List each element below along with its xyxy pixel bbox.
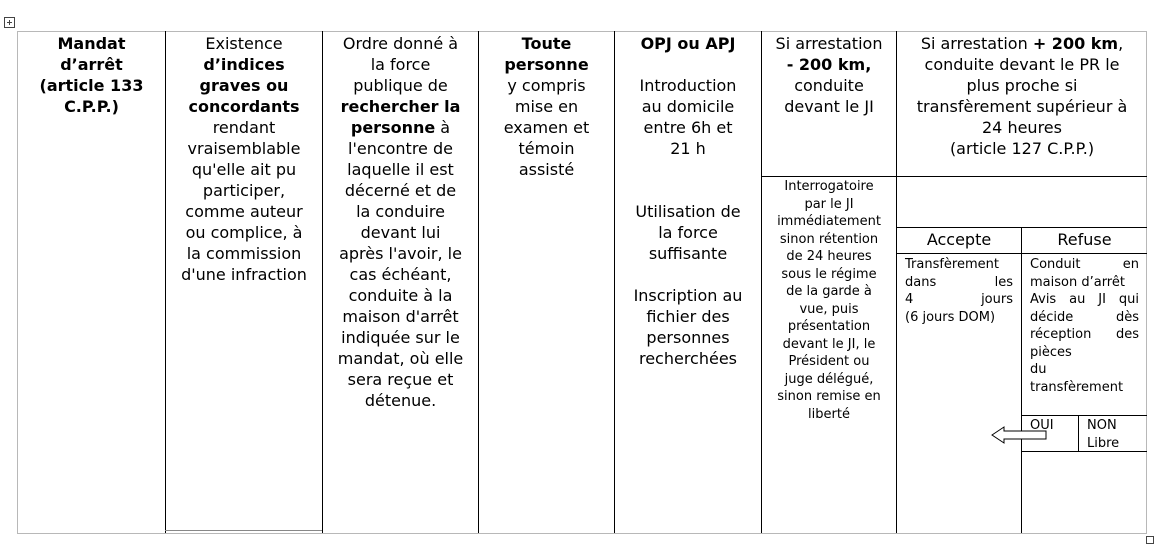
col7-header-line: (article 127 C.P.P.) xyxy=(949,139,1095,158)
col3-line xyxy=(323,117,478,138)
conduit-line: réception des xyxy=(1030,327,1139,342)
col3-line xyxy=(323,327,478,348)
col2-text: concordants xyxy=(188,97,300,116)
col6-body-line: devant le JI, le xyxy=(782,336,876,352)
col4-text: témoin xyxy=(518,139,575,158)
col3-text: laquelle il est xyxy=(347,160,454,179)
col6-header-line xyxy=(762,54,896,75)
conduit-line: transfèrement xyxy=(1030,379,1124,395)
col4-text: y compris xyxy=(507,76,586,95)
col3-line xyxy=(323,264,478,285)
col7-header-line: conduite devant le PR le xyxy=(924,55,1120,74)
col3-line xyxy=(323,180,478,201)
col3-text: détenue. xyxy=(364,391,437,410)
col2-text: vraisemblable xyxy=(187,139,301,158)
table-top-border xyxy=(17,31,1147,32)
col6-header-line xyxy=(762,75,896,96)
col6-header-text: devant le JI xyxy=(784,97,874,116)
col3-text: indiquée sur le xyxy=(341,328,460,347)
col3-line xyxy=(323,138,478,159)
col6-body-line: Interrogatoire xyxy=(784,179,874,194)
col4-personne-cell xyxy=(479,33,614,180)
col5-title: OPJ ou APJ xyxy=(640,34,736,53)
conduit-line: Conduit en xyxy=(1030,257,1139,272)
col4-text: mise en xyxy=(514,97,579,116)
row-divider-oui-bottom xyxy=(1021,451,1147,452)
col4-text: personne xyxy=(504,55,589,74)
col7-header-text: Si arrestation xyxy=(920,34,1033,53)
col3-text: publique de xyxy=(353,76,448,95)
col5-inscription-line: Inscription au xyxy=(633,286,743,305)
conduit-line: maison d’arrêt xyxy=(1030,274,1125,290)
col3-ordre-cell xyxy=(323,33,478,411)
col2-line xyxy=(166,54,322,75)
col3-text: cas échéant, xyxy=(349,265,452,284)
col5-inscription-line: fichier des xyxy=(646,307,730,326)
col3-line xyxy=(323,285,478,306)
col2-text: participer, xyxy=(202,181,286,200)
col2-text: qu'elle ait pu xyxy=(191,160,297,179)
col3-line xyxy=(323,75,478,96)
col6-body-line: de la garde à xyxy=(786,284,872,299)
col3-text: la force xyxy=(370,55,431,74)
col3-text: mandat, où elle xyxy=(337,349,464,368)
col6-body-line: immédiatement xyxy=(777,214,881,229)
col5-inscription-line: personnes xyxy=(646,328,730,347)
col6-arrestation-moins-200km xyxy=(762,33,896,117)
col4-line xyxy=(479,75,614,96)
col6-body-line: liberté xyxy=(808,406,850,422)
table-bottom-border xyxy=(17,533,1147,534)
col2-line xyxy=(166,138,322,159)
accepte-header: Accepte xyxy=(926,230,992,249)
col3-text: l'encontre de xyxy=(348,139,453,158)
col3-text: la conduire xyxy=(356,202,445,221)
col3-text: sera reçue et xyxy=(347,370,454,389)
col2-line xyxy=(166,243,322,264)
refuse-header: Refuse xyxy=(1057,230,1112,249)
col6-body-line: sinon remise en xyxy=(777,389,881,404)
conduit-line: décide dès xyxy=(1030,309,1139,325)
col2-text: rendant xyxy=(212,118,276,137)
col2-text: d'une infraction xyxy=(181,265,307,284)
col4-text: examen et xyxy=(503,118,590,137)
col5-force-line: la force xyxy=(658,223,718,242)
col3-text: après l'avoir, le xyxy=(339,244,462,263)
col3-line xyxy=(323,222,478,243)
col5-intro-line: au domicile xyxy=(641,97,735,116)
col4-line xyxy=(479,54,614,75)
conduit-line: pièces xyxy=(1030,344,1072,360)
col4-line xyxy=(479,117,614,138)
col4-line xyxy=(479,33,614,54)
conduit-maison-arret-cell xyxy=(1030,256,1139,396)
non-libre-cell xyxy=(1087,417,1119,452)
col2-line xyxy=(166,75,322,96)
col1-line: Mandat xyxy=(57,34,126,53)
col2-line xyxy=(166,201,322,222)
col4-line xyxy=(479,96,614,117)
col2-text: ou complice, à xyxy=(185,223,303,242)
row-divider-oui-top xyxy=(1021,415,1147,416)
col2-line xyxy=(166,117,322,138)
col3-text: conduite à la xyxy=(348,286,453,305)
transfer-line: Transfèrement xyxy=(905,257,999,272)
row-divider-header xyxy=(761,176,1147,177)
col3-line xyxy=(323,390,478,411)
col5-intro-line: entre 6h et xyxy=(643,118,733,137)
col6-header-line xyxy=(762,96,896,117)
col3-line xyxy=(323,54,478,75)
col2-text: la commission xyxy=(186,244,302,263)
col2-bottom-border xyxy=(165,530,322,531)
col2-line xyxy=(166,96,322,117)
col6-body-line: par le JI xyxy=(804,196,854,212)
col3-line xyxy=(323,96,478,117)
col7-header-bold: + 200 km xyxy=(1032,34,1119,53)
col3-text: personne xyxy=(350,118,436,137)
libre-label: Libre xyxy=(1087,435,1120,451)
col-divider-oui-non xyxy=(1078,415,1079,451)
col7-header-line: 24 heures xyxy=(982,118,1062,137)
col4-text: assisté xyxy=(518,160,575,179)
col2-line xyxy=(166,159,322,180)
col6-body-line: sous le régime xyxy=(781,266,877,282)
col1-mandat-title xyxy=(18,33,165,117)
col6-body-line: sinon rétention xyxy=(779,231,879,247)
col3-text: Ordre donné à xyxy=(342,34,459,53)
col5-opj-cell xyxy=(615,33,761,369)
col3-line xyxy=(323,306,478,327)
col2-indices-cell xyxy=(166,33,322,285)
col1-line: d’arrêt xyxy=(60,55,123,74)
col6-body-line: vue, puis xyxy=(799,301,859,317)
col3-line xyxy=(323,159,478,180)
col5-intro-line: 21 h xyxy=(670,139,706,158)
col6-header-text: conduite xyxy=(794,76,864,95)
col7-arrestation-plus-200km xyxy=(897,33,1147,159)
col3-text-rest: à xyxy=(435,118,451,137)
table-resize-handle[interactable] xyxy=(1146,536,1154,544)
col6-body-line: présentation xyxy=(787,319,871,334)
oui-label: OUI xyxy=(1030,418,1054,433)
non-label: NON xyxy=(1087,418,1117,433)
col1-line: (article 133 xyxy=(39,76,144,95)
col6-interrogatoire-cell xyxy=(762,178,896,423)
col3-line xyxy=(323,33,478,54)
col3-text: devant lui xyxy=(360,223,441,242)
transferement-cell xyxy=(905,256,1013,326)
col2-line xyxy=(166,180,322,201)
col3-text: maison d'arrêt xyxy=(342,307,459,326)
col3-line xyxy=(323,243,478,264)
col6-body-line: juge délégué, xyxy=(784,371,874,387)
col4-line xyxy=(479,138,614,159)
col3-line xyxy=(323,348,478,369)
col7-header-comma: , xyxy=(1118,34,1124,53)
table-move-handle[interactable] xyxy=(4,17,15,28)
col3-text: rechercher la xyxy=(340,97,461,116)
transfer-line: (6 jours DOM) xyxy=(905,309,996,325)
left-arrow-icon xyxy=(990,425,1048,445)
col1-line: C.P.P.) xyxy=(64,97,119,116)
col3-text: décerné et de xyxy=(344,181,457,200)
col2-line xyxy=(166,33,322,54)
col5-force-line: suffisante xyxy=(648,244,728,263)
transfer-line: 4 jours xyxy=(905,292,1013,307)
col2-text: graves ou xyxy=(199,76,289,95)
conduit-line: du xyxy=(1030,362,1047,377)
col7-header-line: plus proche si xyxy=(966,76,1078,95)
col2-text: comme auteur xyxy=(185,202,303,221)
col6-header-text: - 200 km, xyxy=(786,55,872,74)
col6-header-line xyxy=(762,33,896,54)
transfer-line: dans les xyxy=(905,274,1013,290)
col2-text: Existence xyxy=(205,34,283,53)
col7-header-first-line xyxy=(897,33,1147,54)
col5-force-line: Utilisation de xyxy=(635,202,741,221)
col3-line xyxy=(323,369,478,390)
conduit-line: Avis au JI qui xyxy=(1030,292,1139,307)
col3-line xyxy=(323,201,478,222)
col7-header-line: transfèrement supérieur à xyxy=(916,97,1128,116)
col4-text: Toute xyxy=(521,34,572,53)
col-divider-accept-refuse xyxy=(1021,227,1022,533)
col4-line xyxy=(479,159,614,180)
col2-text: d’indices xyxy=(203,55,285,74)
col5-intro-line: Introduction xyxy=(639,76,737,95)
col6-body-line: Président ou xyxy=(788,354,870,369)
col6-body-line: de 24 heures xyxy=(786,249,872,264)
col5-inscription-line: recherchées xyxy=(638,349,738,368)
col2-line xyxy=(166,222,322,243)
col6-header-text: Si arrestation xyxy=(775,34,883,53)
col2-line xyxy=(166,264,322,285)
